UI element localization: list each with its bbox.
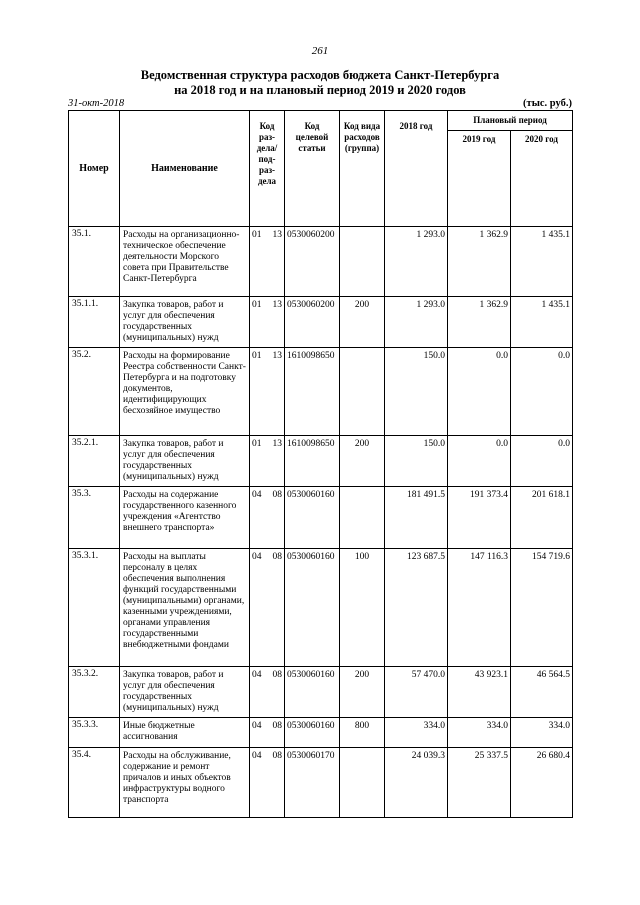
row-2018: 150.0: [385, 436, 448, 487]
row-target: 0530060200: [285, 227, 340, 297]
row-section: [250, 748, 285, 818]
header-section: Код раз-дела/ под-раз-дела: [250, 111, 285, 227]
row-podrazdel: 13: [272, 351, 282, 361]
row-razdel: 04: [252, 670, 262, 680]
row-2018: 150.0: [385, 348, 448, 436]
row-2020: 46 564.5: [511, 667, 573, 718]
row-podrazdel: 08: [272, 721, 282, 731]
row-2020: 0.0: [511, 436, 573, 487]
row-2020: 1 435.1: [511, 227, 573, 297]
title-line-1: Ведомственная структура расходов бюджета Санкт-Петербурга: [140, 68, 500, 82]
row-2018: 24 039.3: [385, 748, 448, 818]
row-2020: 0.0: [511, 348, 573, 436]
row-expense-type: 100: [340, 549, 385, 667]
row-2019: 334.0: [448, 718, 511, 748]
row-section: [250, 667, 285, 718]
row-section: [250, 718, 285, 748]
row-razdel: 04: [252, 721, 262, 731]
header-name: Наименование: [120, 111, 250, 227]
row-section: [250, 297, 285, 348]
row-2019: 1 362.9: [448, 227, 511, 297]
row-2020: 201 618.1: [511, 487, 573, 549]
row-2018: 334.0: [385, 718, 448, 748]
row-razdel: 04: [252, 552, 262, 562]
row-2020: 154 719.6: [511, 549, 573, 667]
row-2018: 1 293.0: [385, 297, 448, 348]
row-target: 1610098650: [285, 436, 340, 487]
row-expense-type: [340, 487, 385, 549]
row-razdel: 01: [252, 439, 262, 449]
row-2018: 123 687.5: [385, 549, 448, 667]
row-podrazdel: 13: [272, 439, 282, 449]
header-2018: 2018 год: [385, 111, 448, 227]
row-target: 0530060160: [285, 718, 340, 748]
row-target: 0530060170: [285, 748, 340, 818]
row-expense-type: 200: [340, 297, 385, 348]
row-number: 35.3.2.: [69, 667, 120, 718]
row-number: 35.1.1.: [69, 297, 120, 348]
row-razdel: 04: [252, 751, 262, 761]
table-row: [69, 718, 573, 748]
row-name: Расходы на содержание государственного казенного учреждения «Агентство внешнего транспорта»: [120, 487, 250, 549]
row-number: 35.1.: [69, 227, 120, 297]
row-name: Закупка товаров, работ и услуг для обеспечения государственных (муниципальных) нужд: [120, 297, 250, 348]
table-row: [69, 549, 573, 667]
budget-table: [68, 110, 573, 818]
row-expense-type: 800: [340, 718, 385, 748]
row-2018: 181 491.5: [385, 487, 448, 549]
row-podrazdel: 13: [272, 230, 282, 240]
document-date: 31-окт-2018: [68, 98, 125, 109]
row-2020: 26 680.4: [511, 748, 573, 818]
row-podrazdel: 08: [272, 670, 282, 680]
row-2020: 1 435.1: [511, 297, 573, 348]
row-number: 35.3.: [69, 487, 120, 549]
row-name: Расходы на обслуживание, содержание и ремонт причалов и иных объектов инфраструктуры водного транспорта: [120, 748, 250, 818]
table-row: [69, 227, 573, 297]
row-name: Иные бюджетные ассигнования: [120, 718, 250, 748]
table-row: [69, 748, 573, 818]
table-row: [69, 348, 573, 436]
row-target: 0530060160: [285, 667, 340, 718]
row-section: [250, 436, 285, 487]
row-expense-type: 200: [340, 436, 385, 487]
units-label: (тыс. руб.): [523, 98, 572, 109]
header-2020: 2020 год: [511, 131, 573, 227]
row-2019: 147 116.3: [448, 549, 511, 667]
row-2019: 1 362.9: [448, 297, 511, 348]
row-section: [250, 549, 285, 667]
row-2018: 1 293.0: [385, 227, 448, 297]
row-expense-type: 200: [340, 667, 385, 718]
row-podrazdel: 13: [272, 300, 282, 310]
row-target: 1610098650: [285, 348, 340, 436]
row-expense-type: [340, 227, 385, 297]
row-2019: 25 337.5: [448, 748, 511, 818]
row-podrazdel: 08: [272, 751, 282, 761]
row-2018: 57 470.0: [385, 667, 448, 718]
row-number: 35.4.: [69, 748, 120, 818]
row-target: 0530060160: [285, 487, 340, 549]
row-2019: 43 923.1: [448, 667, 511, 718]
title-line-2: на 2018 год и на плановый период 2019 и 2020 годов: [174, 83, 466, 97]
row-podrazdel: 08: [272, 490, 282, 500]
row-razdel: 04: [252, 490, 262, 500]
row-razdel: 01: [252, 351, 262, 361]
row-podrazdel: 08: [272, 552, 282, 562]
table-row: [69, 436, 573, 487]
row-name: Расходы на организационно-техническое обеспечение деятельности Морского совета при Правительстве Санкт-Петербурга: [120, 227, 250, 297]
row-target: 0530060160: [285, 549, 340, 667]
row-name: Расходы на формирование Реестра собственности Санкт-Петербурга и на подготовку документов, идентифицирующих бесхозяйное имущество: [120, 348, 250, 436]
row-2019: 0.0: [448, 348, 511, 436]
row-name: Закупка товаров, работ и услуг для обеспечения государственных (муниципальных) нужд: [120, 667, 250, 718]
page-number: 261: [311, 45, 329, 57]
row-2020: 334.0: [511, 718, 573, 748]
header-number: Номер: [69, 111, 120, 227]
row-2019: 191 373.4: [448, 487, 511, 549]
row-name: Расходы на выплаты персоналу в целях обеспечения выполнения функций государственными (муниципальными) органами, казенными учреждениями, органами управления государственными внебюджетными фондами: [120, 549, 250, 667]
row-section: [250, 227, 285, 297]
row-section: [250, 487, 285, 549]
row-target: 0530060200: [285, 297, 340, 348]
row-razdel: 01: [252, 230, 262, 240]
header-expense-type: Код вида расходов (группа): [340, 111, 385, 227]
row-name: Закупка товаров, работ и услуг для обеспечения государственных (муниципальных) нужд: [120, 436, 250, 487]
table-row: [69, 487, 573, 549]
row-number: 35.3.1.: [69, 549, 120, 667]
page-title: [0, 68, 640, 98]
row-razdel: 01: [252, 300, 262, 310]
row-2019: 0.0: [448, 436, 511, 487]
row-expense-type: [340, 348, 385, 436]
table-row: [69, 667, 573, 718]
header-2019: 2019 год: [448, 131, 511, 227]
row-number: 35.2.1.: [69, 436, 120, 487]
row-number: 35.2.: [69, 348, 120, 436]
row-section: [250, 348, 285, 436]
header-target: Код целевой статьи: [285, 111, 340, 227]
row-expense-type: [340, 748, 385, 818]
table-row: [69, 297, 573, 348]
header-planned-period: Плановый период: [448, 111, 573, 131]
row-number: 35.3.3.: [69, 718, 120, 748]
